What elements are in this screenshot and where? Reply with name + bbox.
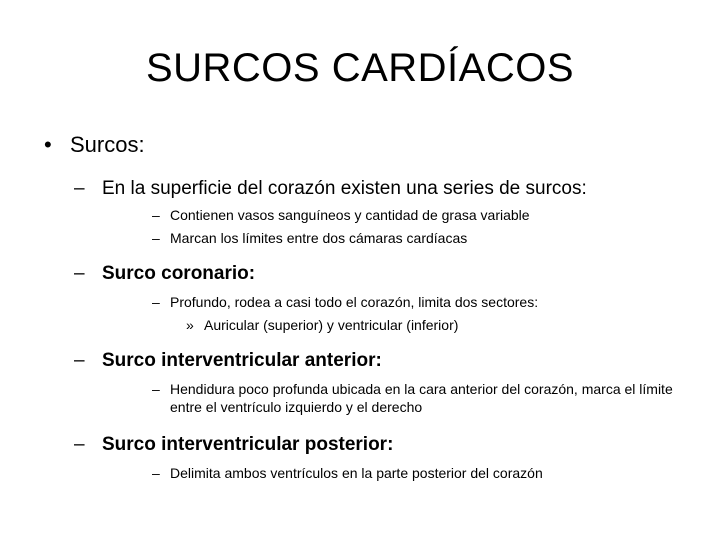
item-surco-interventricular-anterior — [74, 348, 382, 374]
subitem-text: Hendidura poco profunda ubicada en la cara anterior del corazón, marca el límite entre el ventrículo izquierdo y el derecho — [170, 381, 673, 415]
item-surco-interventricular-posterior — [74, 432, 393, 458]
subitem-text: Profundo, rodea a casi todo el corazón, limita dos sectores: — [170, 294, 539, 310]
slide-title: SURCOS CARDÍACOS — [145, 46, 575, 90]
item-superficie — [74, 176, 587, 202]
item-text: Surco interventricular anterior: — [102, 350, 382, 371]
dash-glyph: – — [152, 207, 160, 223]
raquo-glyph: » — [186, 317, 194, 333]
dash-glyph: – — [152, 294, 160, 310]
item-text: Surco interventricular posterior: — [102, 434, 394, 455]
bullet-label: Surcos: — [70, 132, 145, 157]
subitem-hendidura — [152, 380, 680, 416]
subitem-text: Marcan los límites entre dos cámaras cardíacas — [170, 230, 468, 246]
dash-glyph: – — [74, 178, 85, 199]
dash-glyph: – — [74, 434, 85, 455]
dash-glyph: – — [152, 381, 160, 397]
subitem-delimita — [152, 464, 543, 482]
bullet-surcos — [44, 130, 145, 160]
subitem-vasos — [152, 206, 530, 224]
item-text: En la superficie del corazón existen una series de surcos: — [102, 178, 587, 199]
item-text: Surco coronario: — [102, 263, 256, 284]
item-surco-coronario — [74, 261, 255, 287]
subsubitem-auricular — [186, 316, 458, 334]
subitem-text: Contienen vasos sanguíneos y cantidad de grasa variable — [170, 207, 530, 223]
dash-glyph: – — [74, 350, 85, 371]
dash-glyph: – — [74, 263, 85, 284]
subitem-limites — [152, 229, 467, 247]
dash-glyph: – — [152, 230, 160, 246]
dash-glyph: – — [152, 465, 160, 481]
subitem-text: Delimita ambos ventrículos en la parte posterior del corazón — [170, 465, 543, 481]
bullet-glyph: • — [44, 132, 52, 157]
subsubitem-text: Auricular (superior) y ventricular (inferior) — [204, 317, 459, 333]
subitem-profundo — [152, 293, 538, 311]
